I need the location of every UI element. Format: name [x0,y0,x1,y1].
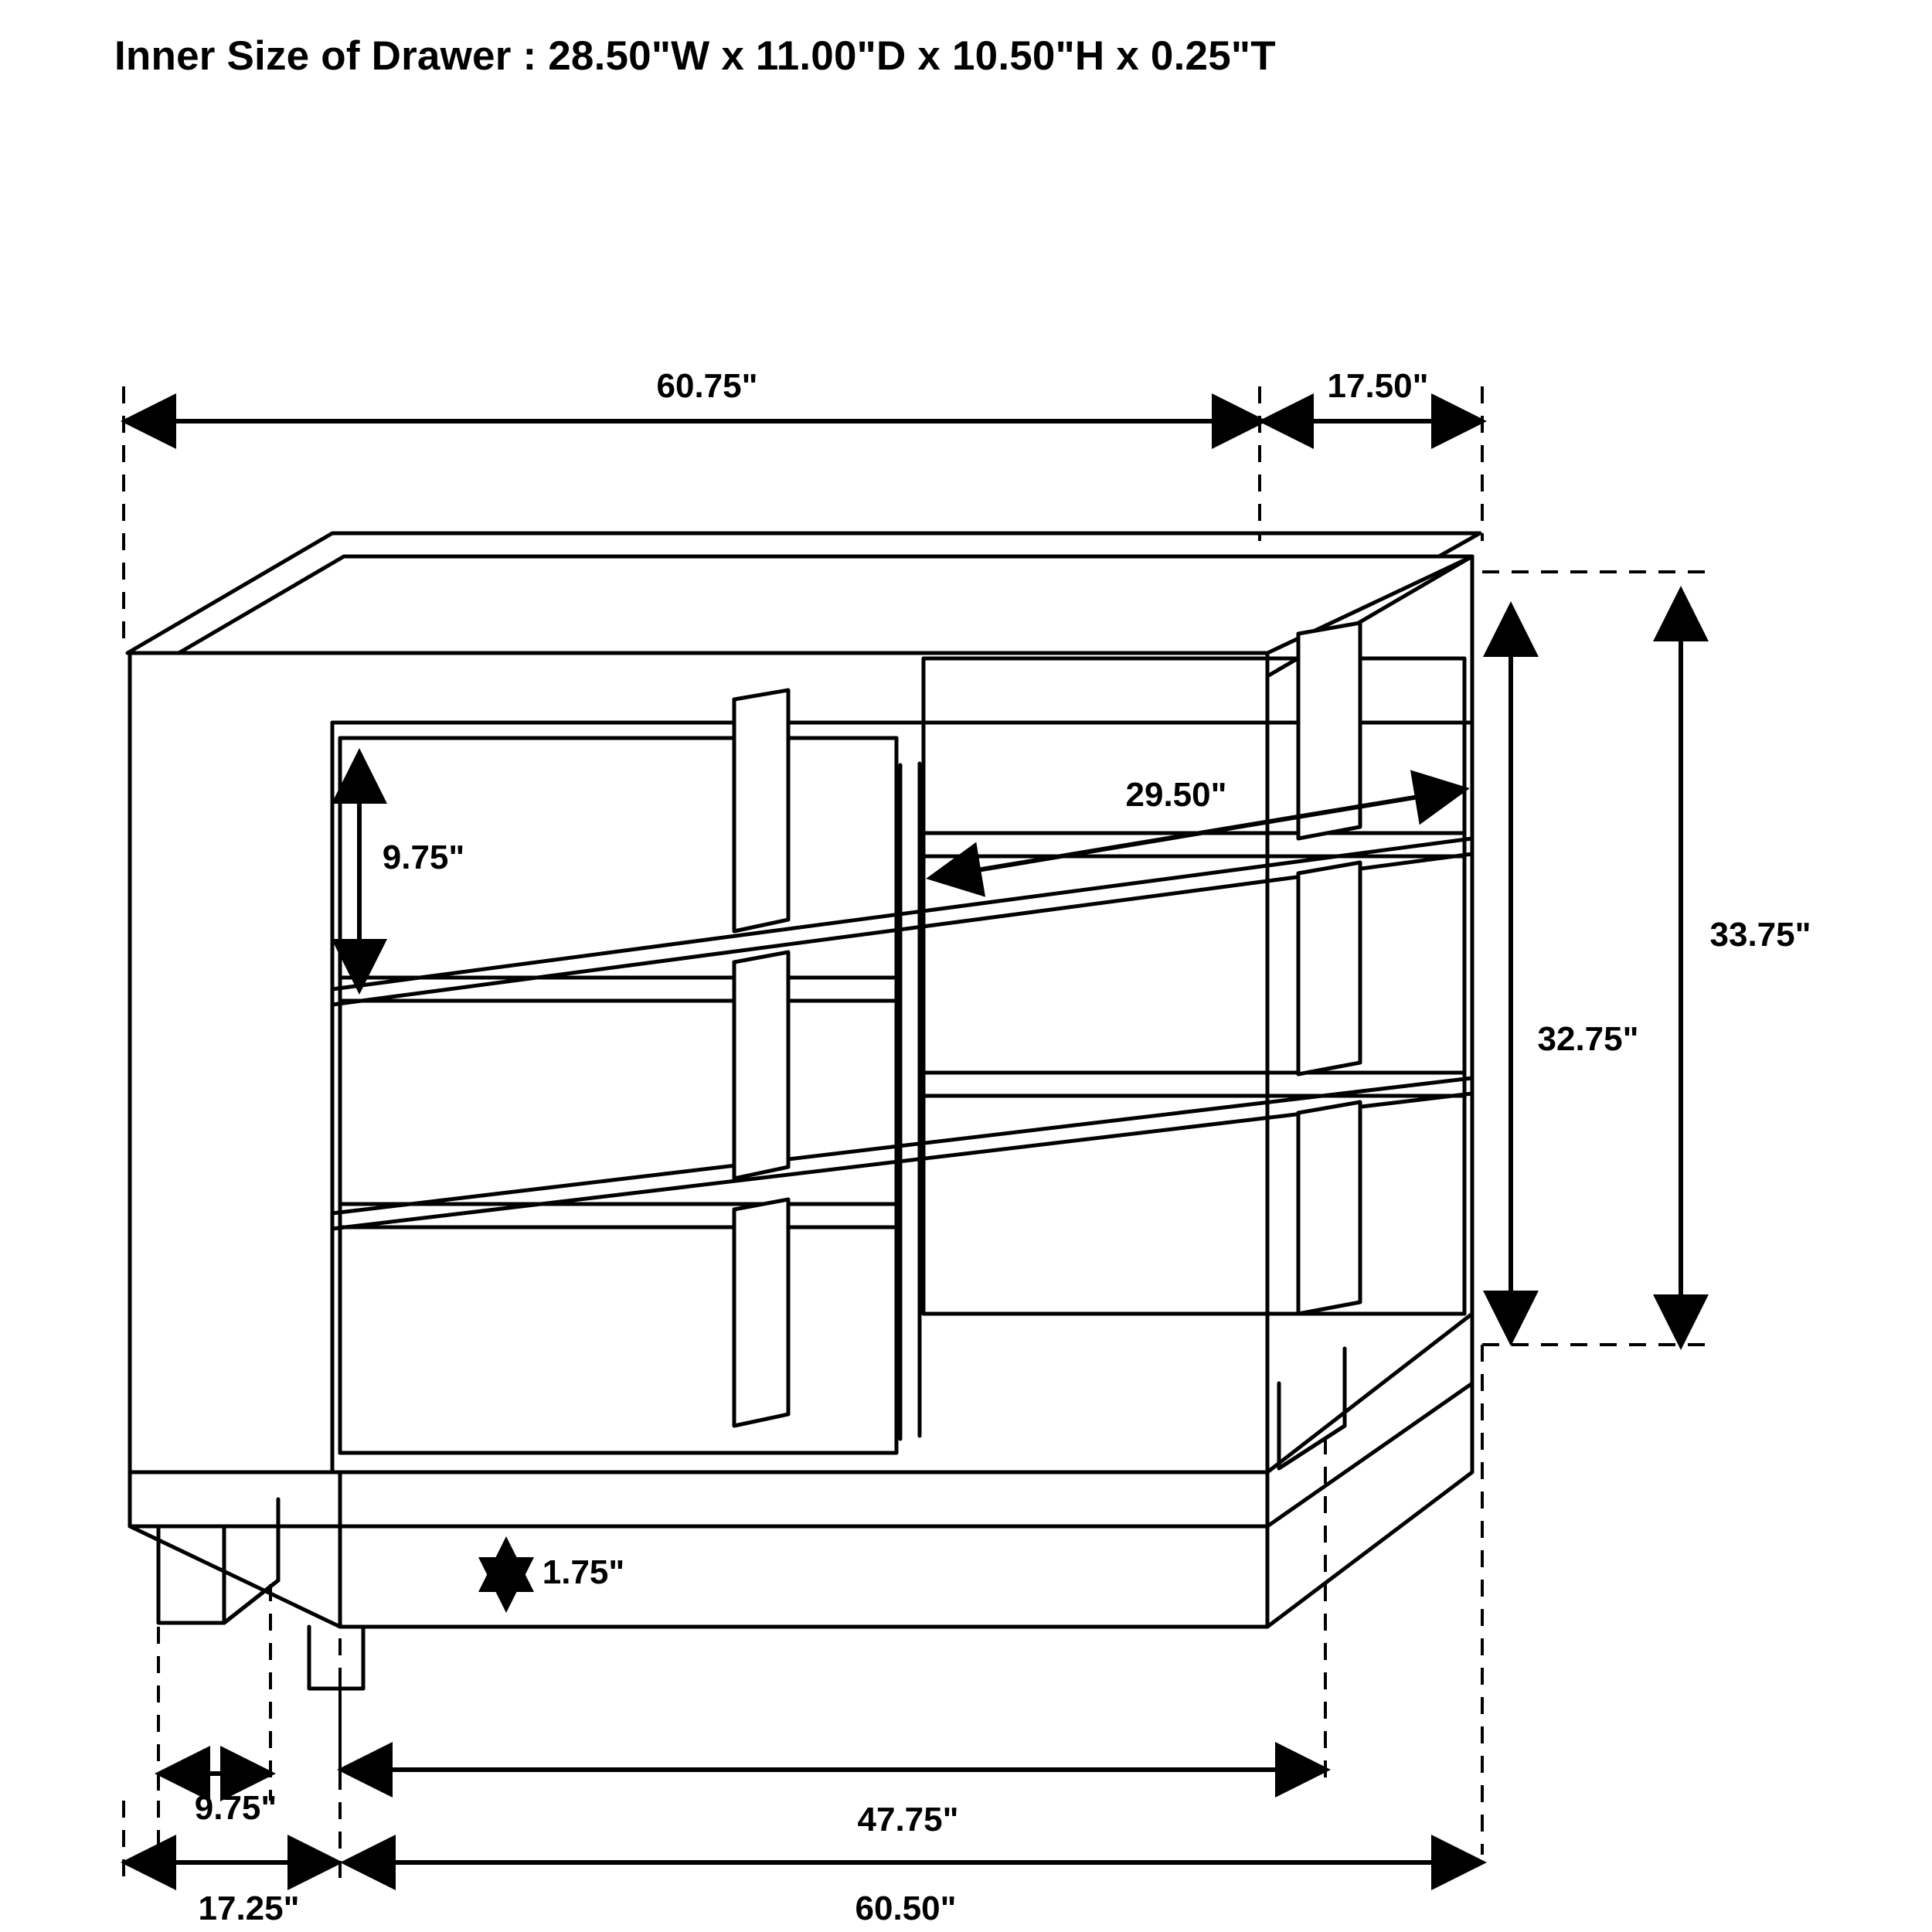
dim-leg-span: 47.75" [857,1801,959,1838]
dim-height-to-top-deck: 33.75" [1709,916,1811,954]
dim-height-to-case: 32.75" [1537,1020,1639,1058]
page-title: Inner Size of Drawer : 28.50"W x 11.00"D x 10.50"H x 0.25"T [114,33,1276,79]
dim-drawer-width: 29.50" [1125,776,1227,814]
dim-base-width: 60.50" [855,1889,957,1927]
dim-leg-width: 9.75" [194,1789,277,1827]
dim-drawer-height: 9.75" [382,838,465,876]
dim-width-front: 60.75" [656,367,758,405]
dim-base-depth: 17.25" [198,1889,300,1927]
dresser-body [128,533,1480,1689]
dim-leg-height: 1.75" [542,1553,625,1591]
dim-depth-side: 17.50" [1327,367,1429,405]
